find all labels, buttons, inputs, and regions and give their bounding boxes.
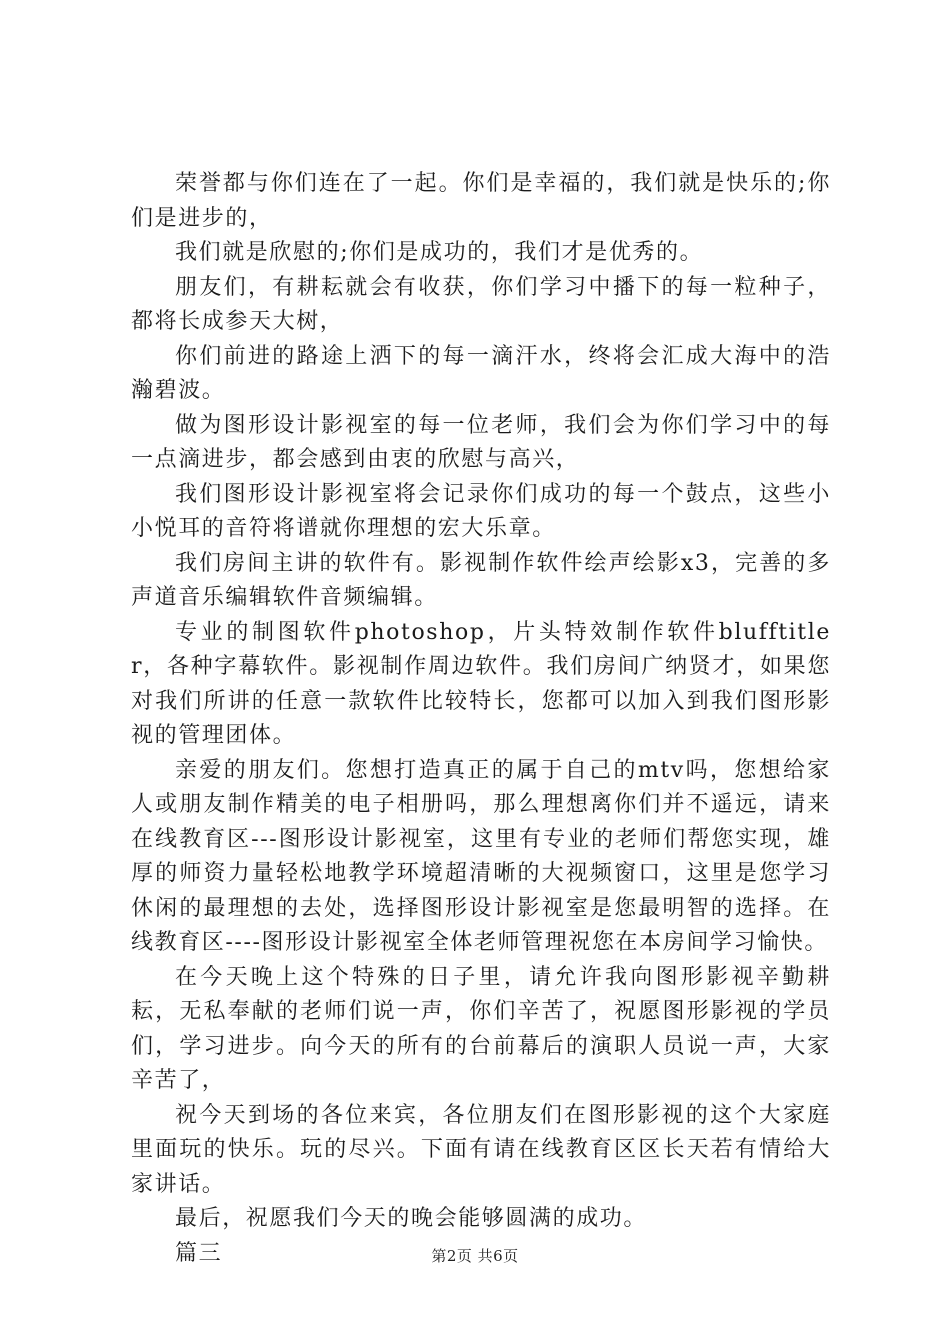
paragraph: 亲爱的朋友们。您想打造真正的属于自己的mtv吗，您想给家人或朋友制作精美的电子相册吗，那么理想离你们并不遥远，请来在线教育区---图形设计影视室，这里有专业的老师们帮您实现，雄厚的师资力量轻松地教学环境超清晰的大视频窗口，这里是您学习休闲的最理想的去处，选择图形设计影视室是您最明智的选择。在线教育区----图形设计影视室全体老师管理祝您在本房间学习愉快。 [131, 757, 831, 955]
paragraph: 你们前进的路途上洒下的每一滴汗水，终将会汇成大海中的浩瀚碧波。 [131, 343, 831, 403]
section-heading: 篇三 [175, 1240, 223, 1266]
paragraph: 荣誉都与你们连在了一起。你们是幸福的，我们就是快乐的;你们是进步的， [131, 171, 831, 231]
paragraph: 朋友们，有耕耘就会有收获，你们学习中播下的每一粒种子，都将长成参天大树， [131, 274, 831, 334]
paragraph: 祝今天到场的各位来宾，各位朋友们在图形影视的这个大家庭里面玩的快乐。玩的尽兴。下面有请在线教育区区长天若有情给大家讲话。 [131, 1102, 831, 1197]
document-body [131, 167, 831, 1271]
paragraph: 在今天晚上这个特殊的日子里，请允许我向图形影视辛勤耕耘，无私奉献的老师们说一声，你们辛苦了，祝愿图形影视的学员们，学习进步。向今天的所有的台前幕后的演职人员说一声，大家辛苦了， [131, 964, 831, 1093]
paragraph: 我们就是欣慰的;你们是成功的，我们才是优秀的。 [175, 240, 704, 265]
paragraph: 我们图形设计影视室将会记录你们成功的每一个鼓点，这些小小悦耳的音符将谱就你理想的宏大乐章。 [131, 481, 831, 541]
paragraph: 我们房间主讲的软件有。影视制作软件绘声绘影x3，完善的多声道音乐编辑软件音频编辑。 [131, 550, 831, 610]
paragraph: 最后，祝愿我们今天的晚会能够圆满的成功。 [175, 1206, 648, 1231]
paragraph: 做为图形设计影视室的每一位老师，我们会为你们学习中的每一点滴进步，都会感到由衷的欣慰与高兴， [131, 412, 831, 472]
paragraph: 专业的制图软件photoshop，片头特效制作软件blufftitler，各种字幕软件。影视制作周边软件。我们房间广纳贤才，如果您对我们所讲的任意一款软件比较特长，您都可以加入到我们图形影视的管理团体。 [131, 619, 831, 748]
page-number-footer: 第2页 共6页 [431, 1247, 519, 1265]
